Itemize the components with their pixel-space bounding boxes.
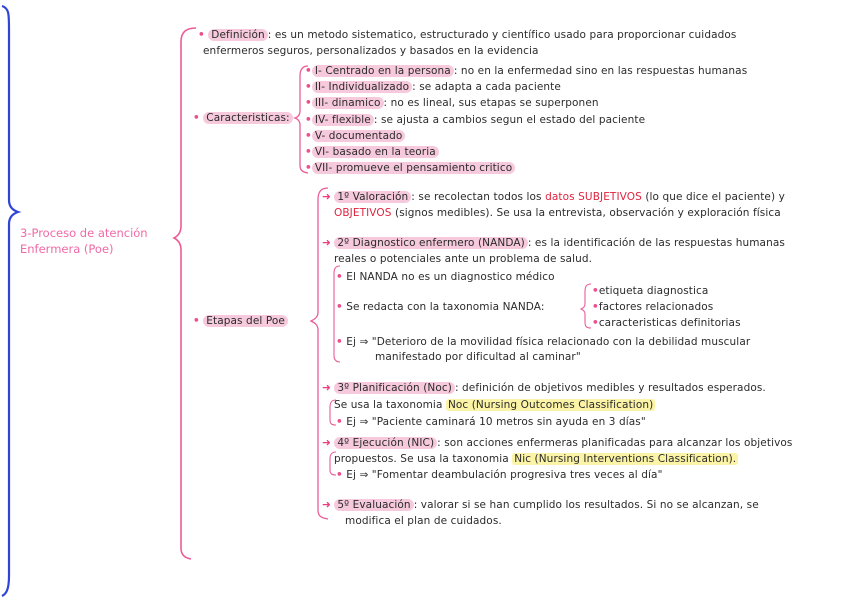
arrow-icon: ➜	[322, 191, 331, 203]
definicion-line2: enfermeros seguros, personalizados y basados en la evidencia	[203, 45, 539, 57]
planificacion-line2: Se usa la taxonomia Noc (Nursing Outcomes Classification)	[334, 399, 654, 411]
diagnostico-ejemplo-1: • Ej ⇒ "Deterioro de la movilidad física relacionado con la debilidad muscular	[336, 336, 751, 348]
bullet-icon: •	[198, 29, 205, 41]
caracteristicas-heading	[193, 111, 293, 125]
caracteristica-item: • VI- basado en la teoria	[305, 145, 747, 159]
valoracion-line1: ➜ 1º Valoración : se recolectan todos los datos SUBJETIVOS (lo que dice el paciente) y	[322, 191, 785, 203]
caracteristica-item: • V- documentado	[305, 129, 747, 143]
nanda-sub-1: •etiqueta diagnostica	[592, 285, 709, 297]
planificacion-line1: ➜ 3º Planificación (Noc) : definición de objetivos medibles y resultados esperados.	[322, 382, 766, 394]
main-title	[20, 225, 180, 257]
caracteristicas-list	[305, 64, 747, 175]
level2-brace	[174, 28, 196, 559]
planificacion-label: 3º Planificación (Noc)	[334, 382, 455, 394]
arrow-icon: ➜	[322, 237, 331, 249]
ejecucion-line2: propuestos. Se usa la taxonomia Nic (Nursing Interventions Classification).	[334, 453, 737, 465]
ejecucion-ejemplo: • Ej ⇒ "Fomentar deambulación progresiva tres veces al día"	[336, 469, 663, 481]
caracteristica-item: • VII- promueve el pensamiento critico	[305, 161, 747, 175]
bullet-icon: •	[193, 315, 200, 327]
nanda-brace	[581, 284, 591, 328]
caracteristica-item: • III- dinamico : no es lineal, sus etapas se superponen	[305, 97, 599, 110]
caracteristica-item: • I- Centrado en la persona : no en la enfermedad sino en las respuestas humanas	[305, 65, 748, 77]
planificacion-ejemplo: • Ej ⇒ "Paciente caminará 10 metros sin ayuda en 3 días"	[336, 416, 646, 428]
noc-highlight: Noc (Nursing Outcomes Classification)	[447, 399, 654, 411]
arrow-icon: ➜	[322, 499, 331, 511]
datos-subjetivos: datos SUBJETIVOS	[545, 191, 642, 203]
diagnostico-ejemplo-2: manifestado por dificultad al caminar"	[375, 351, 581, 363]
etapas-label: Etapas del Poe	[203, 315, 288, 327]
nic-highlight: Nic (Nursing Interventions Classification).	[514, 453, 737, 465]
arrow-icon: ➜	[322, 437, 331, 449]
nanda-note: • El NANDA no es un diagnostico médico	[336, 271, 555, 283]
bullet-icon: •	[193, 112, 200, 124]
ejecucion-line1: ➜ 4º Ejecución (NIC) : son acciones enfermeras planificadas para alcanzar los objetivos	[322, 437, 793, 449]
ejecucion-label: 4º Ejecución (NIC)	[334, 437, 437, 449]
diagnostico-line1: ➜ 2º Diagnostico enfermero (NANDA) : es la identificación de las respuestas humanas	[322, 237, 785, 249]
diagnostico-line2: reales o potenciales ante un problema de salud.	[334, 253, 593, 265]
evaluacion-label: 5º Evaluación	[334, 499, 413, 511]
caracteristica-item: • II- Individualizado : se adapta a cada paciente	[305, 81, 561, 94]
nanda-taxonomia: • Se redacta con la taxonomia NANDA:	[336, 301, 545, 313]
nanda-sub-3: •caracteristicas definitorias	[592, 317, 741, 329]
arrow-icon: ➜	[322, 382, 331, 394]
valoracion-label: 1º Valoración	[334, 191, 411, 203]
evaluacion-line2: modifica el plan de cuidados.	[345, 515, 502, 527]
etapas-heading	[193, 314, 288, 328]
diagnostico-label: 2º Diagnostico enfermero (NANDA)	[334, 237, 528, 249]
main-brace	[2, 6, 18, 596]
caracteristicas-label: Caracteristicas:	[203, 112, 292, 124]
definicion-line1	[198, 28, 736, 42]
nanda-sub-2: •factores relacionados	[592, 301, 714, 313]
definicion-text: : es un metodo sistematico, estructurado y científico usado para proporcionar cuidados	[267, 29, 737, 41]
definicion-label: Definición	[208, 29, 268, 41]
main-title-text: 3-Proceso de atención Enfermera (Poe)	[20, 226, 148, 256]
evaluacion-line1: ➜ 5º Evaluación : valorar si se han cumplido los resultados. Si no se alcanzan, se	[322, 499, 759, 511]
caracteristica-item: • IV- flexible : se ajusta a cambios segun el estado del paciente	[305, 113, 646, 126]
objetivos: OBJETIVOS	[334, 207, 392, 219]
valoracion-line2: OBJETIVOS (signos medibles). Se usa la entrevista, observación y exploración física	[334, 207, 781, 219]
